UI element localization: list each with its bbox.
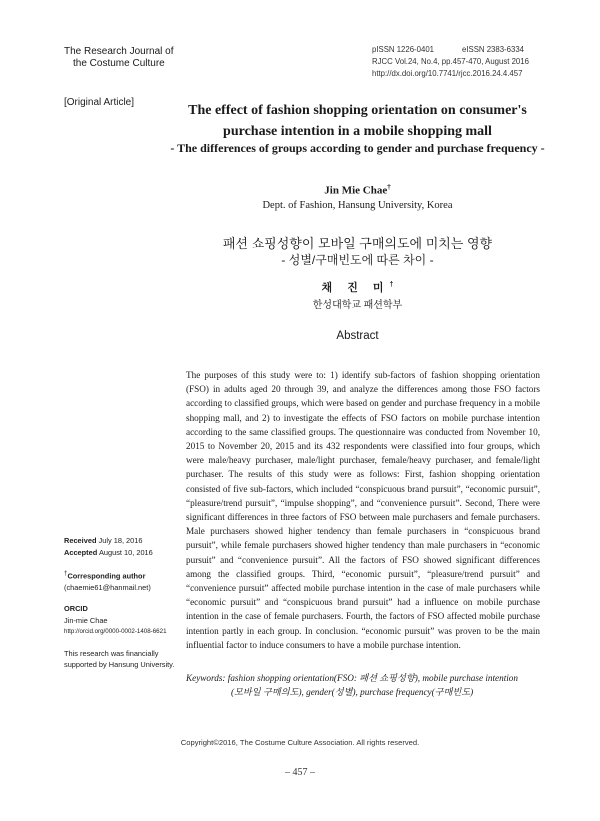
abstract-body: The purposes of this study were to: 1) identify sub-factors of fashion shopping orientation (FSO) in adults aged 20 through 39, and analyze the differences among those FSO factors according to classified groups, which were based on gender and purchase frequency in a mobile shopping mall, and 2) to investigate the effects of FSO factors on mobile purchase intention according to the same classified groups. The questionnaire was conducted from November 10, 2015 to November 20, 2015 and its 432 respondents were classified into four groups, which were male/heavy purchaser, male/light purchaser, female/heavy purchaser, and female/light purchaser. The results of this study were as follows: First, fashion shopping orientation consisted of five sub-factors, which included “conspicuous brand pursuit”, “economic pursuit”, “pleasure/trend pursuit”, “impulse shopping”, and “convenience pursuit”. Second, There were significant differences in three factors of FSO between male purchasers and female purchasers. Male purchasers showed higher tendency than female purchasers in “conspicuous brand pursuit”, while female purchasers showed higher tendency than male purchasers in “economic pursuit” and “convenience pursuit”. All the factors of FSO showed significant differences among the classified groups. Third, “economic pursuit”, “pleasure/trend pursuit” and “convenience pursuit” affected mobile purchase intention in the case of male purchasers while “economic pursuit” and “conspicuous brand pursuit” had a influence on mobile purchase intention in the case of female purchasers. Fourth, the factors of FSO affected mobile purchase intention partly in each group. In conclusion. “economic pursuit” was proven to be the main influential factor to induce consumers to have a mobile purchase intention. xyxy=(186,370,540,650)
title-en: The effect of fashion shopping orientation on consumer's purchase intention in a mobile shopping mall xyxy=(188,103,527,139)
corresponding-label: Corresponding author xyxy=(67,571,146,581)
pissn: pISSN 1226-0401 xyxy=(372,45,434,54)
author-ko-name: 채 진 미 xyxy=(321,282,390,294)
keywords-line1: Keywords: fashion shopping orientation(FSO: 패션 쇼핑성향), mobile purchase intention xyxy=(186,673,518,683)
funding-note: This research was financially supported by Hansung University. xyxy=(64,648,175,670)
eissn: eISSN 2383-6334 xyxy=(462,45,524,54)
keywords-line2: (모바일 구매의도), gender(성별), purchase frequency(구매빈도) xyxy=(231,687,474,697)
doi-link[interactable]: http://dx.doi.org/10.7741/rjcc.2016.24.4.457 xyxy=(372,69,523,78)
author-ko xyxy=(170,279,545,295)
citation: RJCC Vol.24, No.4, pp.457-470, August 2016 xyxy=(372,57,529,66)
sidebar-notes xyxy=(64,535,176,671)
accepted-label: Accepted xyxy=(64,547,98,557)
copyright: Copyright©2016, The Costume Culture Association. All rights reserved. xyxy=(180,738,420,747)
accepted-row xyxy=(64,547,176,559)
author-en xyxy=(170,183,545,197)
corresponding-mark: † xyxy=(387,183,391,191)
affiliation-ko: 한성대학교 패션학부 xyxy=(312,300,403,311)
keywords xyxy=(186,671,540,699)
accepted-date: August 10, 2016 xyxy=(98,547,153,557)
page-number: – 457 – xyxy=(285,767,315,778)
subtitle-ko: - 성별/구매빈도에 따른 차이 - xyxy=(281,253,434,267)
journal-name-line2: the Costume Culture xyxy=(73,58,165,69)
orcid-link[interactable]: http://orcid.org/0000-0002-1408-6621 xyxy=(64,628,167,636)
journal-name-line1: The Research Journal of xyxy=(64,46,174,57)
orcid-name: Jin-mie Chae xyxy=(64,615,108,625)
received-label: Received xyxy=(64,536,97,545)
corresponding-row xyxy=(64,568,176,582)
author-en-name: Jin Mie Chae xyxy=(324,184,388,197)
abstract-heading: Abstract xyxy=(336,330,379,342)
received-row xyxy=(64,535,176,547)
corresponding-mark-side: † xyxy=(64,570,68,577)
affiliation-en: Dept. of Fashion, Hansung University, Korea xyxy=(262,200,453,211)
subtitle-en: - The differences of groups according to gender and purchase frequency - xyxy=(170,141,545,155)
title-ko: 패션 쇼핑성향이 모바일 구매의도에 미치는 영향 xyxy=(222,236,493,251)
article-type: [Original Article] xyxy=(64,97,135,108)
corresponding-email[interactable]: (chaemie61@hanmail.net) xyxy=(64,582,151,592)
corresponding-mark-ko: † xyxy=(389,281,394,289)
received-date: July 18, 2016 xyxy=(98,536,143,545)
journal-name xyxy=(64,46,214,70)
orcid-label: ORCID xyxy=(64,604,88,614)
publication-meta xyxy=(372,44,572,80)
